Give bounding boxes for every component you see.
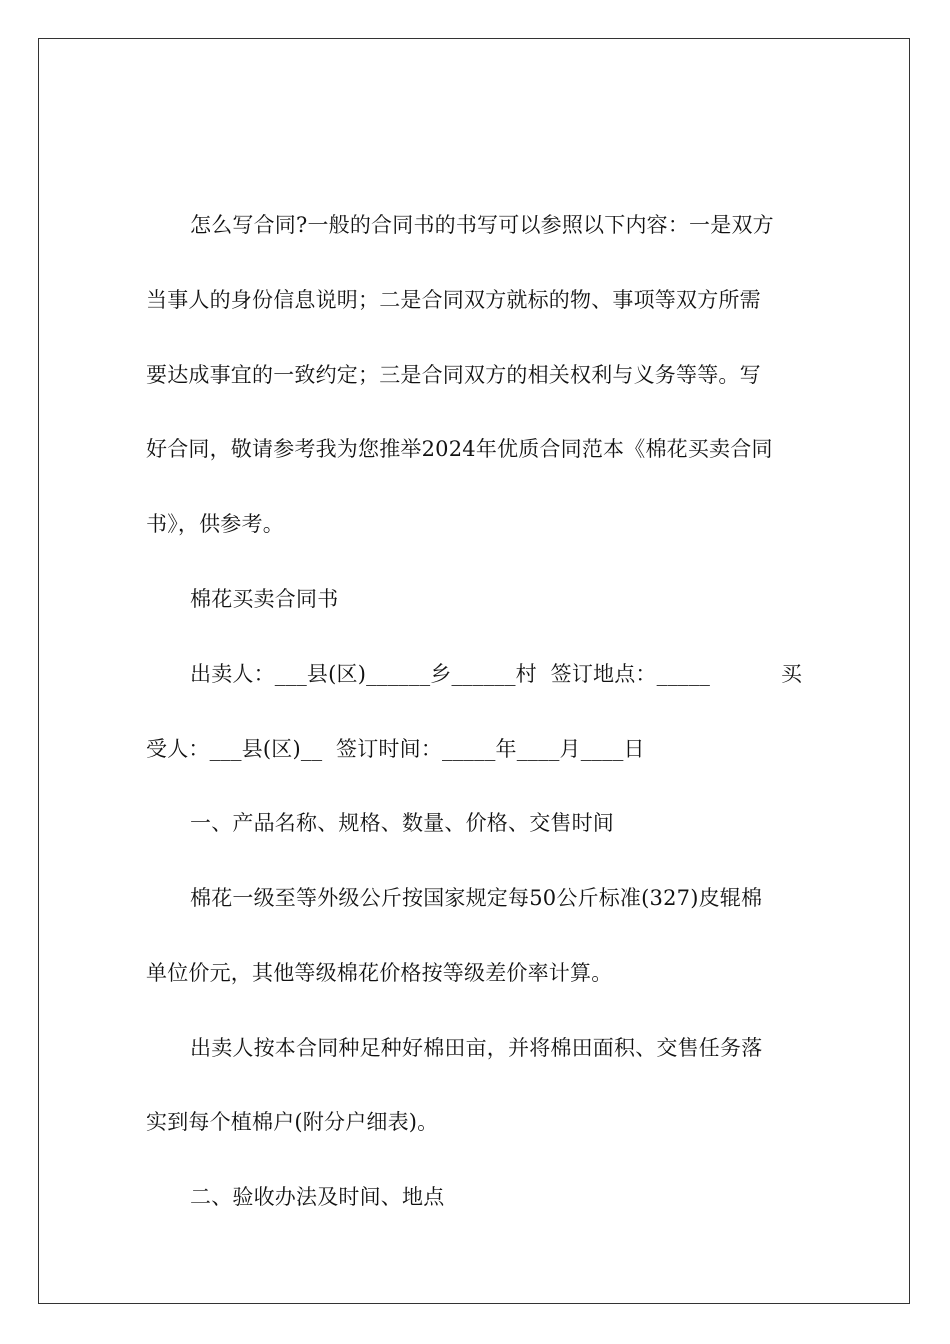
contract-title: 棉花买卖合同书 bbox=[190, 587, 339, 611]
section2-heading: 二、验收办法及时间、地点 bbox=[190, 1185, 445, 1209]
buyer-line: 受人：___县(区)__ 签订时间：_____年____月____日 bbox=[146, 737, 645, 761]
intro-line-3: 要达成事宜的一致约定；三是合同双方的相关权利与义务等等。写 bbox=[146, 363, 761, 387]
section1-para2-line-1: 出卖人按本合同种足种好棉田亩，并将棉田面积、交售任务落 bbox=[190, 1036, 763, 1060]
section1-para2-line-2: 实到每个植棉户(附分户细表)。 bbox=[146, 1110, 439, 1134]
intro-line-1: 怎么写合同?一般的合同书的书写可以参照以下内容：一是双方 bbox=[190, 213, 774, 237]
intro-line-2: 当事人的身份信息说明；二是合同双方就标的物、事项等双方所需 bbox=[146, 288, 761, 312]
seller-line: 出卖人：___县(区)______乡______村 签订地点：_____ bbox=[190, 662, 711, 686]
intro-line-5: 书》，供参考。 bbox=[146, 512, 284, 536]
seller-line-tail: 买 bbox=[781, 662, 802, 686]
section1-para1-line-2: 单位价元，其他等级棉花价格按等级差价率计算。 bbox=[146, 961, 613, 985]
section1-heading: 一、产品名称、规格、数量、价格、交售时间 bbox=[190, 811, 614, 835]
intro-line-4: 好合同，敬请参考我为您推举2024年优质合同范本《棉花买卖合同 bbox=[146, 437, 773, 461]
section1-para1-line-1: 棉花一级至等外级公斤按国家规定每50公斤标准(327)皮辊棉 bbox=[190, 886, 763, 910]
